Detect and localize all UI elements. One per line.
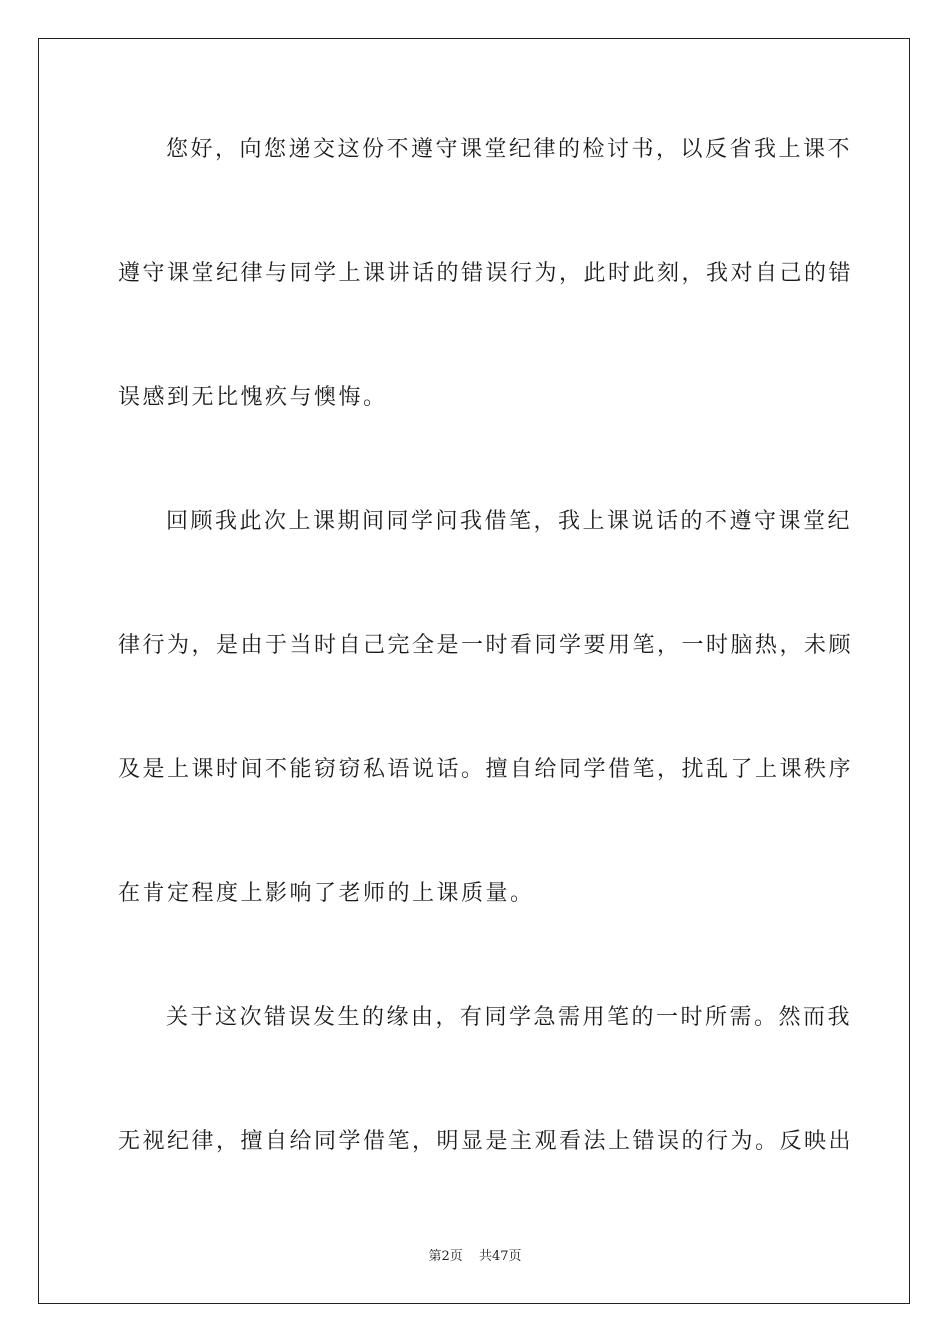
paragraph-3-line-1: 关于这次错误发生的缘由，有同学急需用笔的一时所需。然而我 [166,1005,853,1030]
paragraph-3-line-2: 无视纪律，擅自给同学借笔，明显是主观看法上错误的行为。反映出 [118,1129,854,1154]
paragraph-1-line-2: 遵守课堂纪律与同学上课讲话的错误行为，此时此刻，我对自己的错 [118,261,854,286]
page-total: 共47页 [478,1249,522,1264]
page-footer [0,1245,950,1264]
paragraph-2-line-4: 在肯定程度上影响了老师的上课质量。 [118,881,535,906]
paragraph-1-line-3: 误感到无比愧疚与懊悔。 [118,385,388,410]
page-border [38,38,910,1304]
paragraph-2-line-1: 回顾我此次上课期间同学问我借笔，我上课说话的不遵守课堂纪 [166,509,853,534]
paragraph-2-line-2: 律行为，是由于当时自己完全是一时看同学要用笔，一时脑热，未顾 [118,633,854,658]
paragraph-2-line-3: 及是上课时间不能窃窃私语说话。擅自给同学借笔，扰乱了上课秩序 [118,757,854,782]
page-number: 第2页 [428,1249,463,1264]
paragraph-1-line-1: 您好，向您递交这份不遵守课堂纪律的检讨书，以反省我上课不 [166,137,853,162]
